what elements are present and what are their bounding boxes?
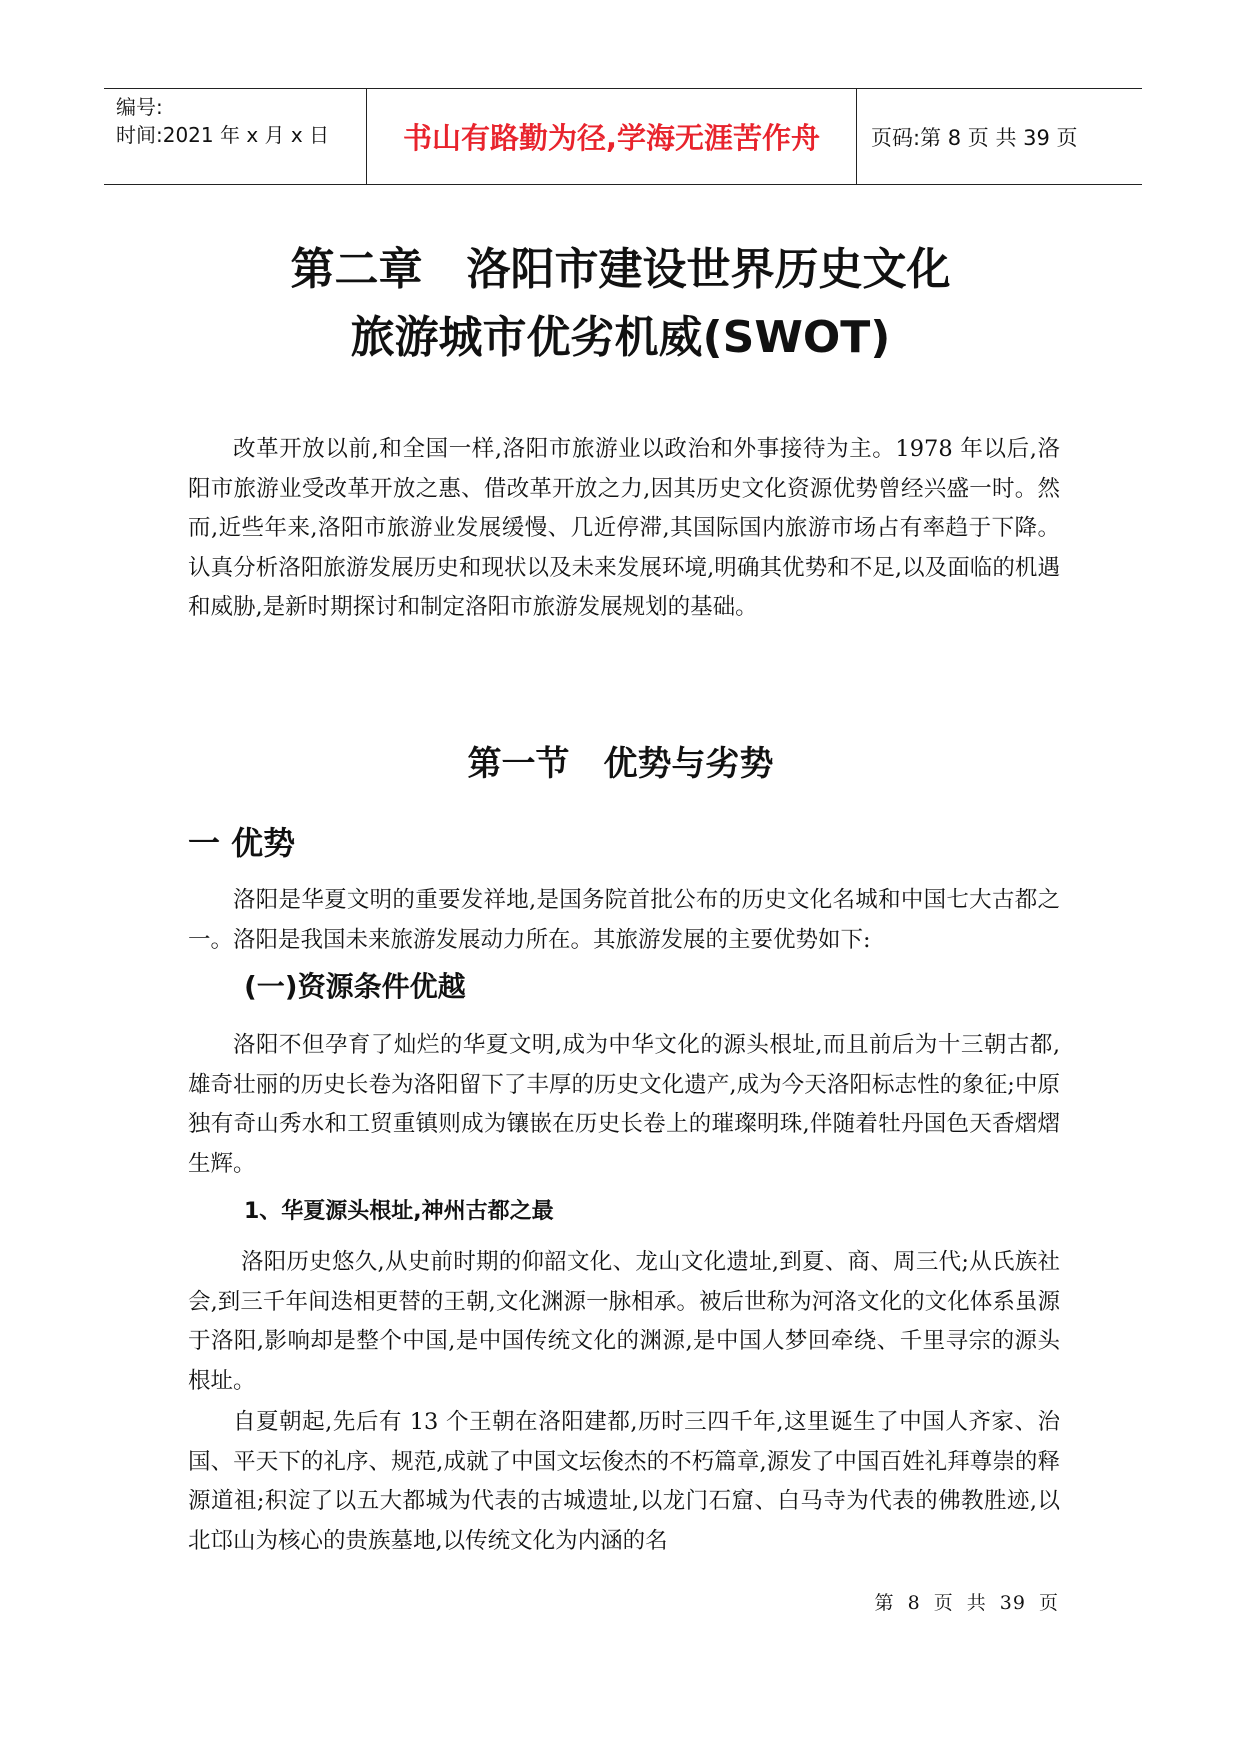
history-paragraph: 洛阳历史悠久,从史前时期的仰韶文化、龙山文化遗址,到夏、商、周三代;从氏族社会,到三千年间迭相更替的王朝,文化渊源一脉相承。被后世称为河洛文化的文化体系虽源于洛阳,影响却是整个中国,是中国传统文化的渊源,是中国人梦回牵绕、千里寻宗的源头根址。 <box>188 1249 1060 1394</box>
header-meta <box>104 89 367 184</box>
document-time-label: 时间:2021 年 x 月 x 日 <box>116 123 330 147</box>
page-header <box>104 88 1142 185</box>
header-page-code: 页码:第 8 页 共 39 页 <box>871 125 1078 150</box>
page-footer: 第 8 页 共 39 页 <box>874 1592 1059 1614</box>
advantage-heading: 一 优势 <box>188 824 296 862</box>
resources-paragraph: 洛阳不但孕育了灿烂的华夏文明,成为中华文化的源头根址,而且前后为十三朝古都,雄奇壮丽的历史长卷为洛阳留下了丰厚的历史文化遗产,成为今天洛阳标志性的象征;中原独有奇山秀水和工贸重镇则成为镶嵌在历史长卷上的璀璨明珠,伴随着牡丹国色天香熠熠生辉。 <box>188 1032 1061 1177</box>
section-title: 第一节 优势与劣势 <box>467 744 774 784</box>
header-motto: 书山有路勤为径,学海无涯苦作舟 <box>367 89 857 184</box>
resources-heading: (一)资源条件优越 <box>244 970 466 1003</box>
dynasties-paragraph: 自夏朝起,先后有 13 个王朝在洛阳建都,历时三四千年,这里诞生了中国人齐家、治国、平天下的礼序、规范,成就了中国文坛俊杰的不朽篇章,源发了中国百姓礼拜尊崇的释源道祖;积淀了以五大都城为代表的古城遗址,以龙门石窟、白马寺为代表的佛教胜迹,以北邙山为核心的贵族墓地,以传统文化为内涵的名 <box>188 1409 1060 1554</box>
intro-paragraph: 改革开放以前,和全国一样,洛阳市旅游业以政治和外事接待为主。1978 年以后,洛阳市旅游业受改革开放之惠、借改革开放之力,因其历史文化资源优势曾经兴盛一时。然而,近些年来,洛阳市旅游业发展缓慢、几近停滞,其国际国内旅游市场占有率趋于下降。认真分析洛阳旅游发展历史和现状以及未来发展环境,明确其优势和不足,以及面临的机遇和威胁,是新时期探讨和制定洛阳市旅游发展规划的基础。 <box>188 436 1060 620</box>
document-number-label: 编号: <box>116 95 163 119</box>
advantage-paragraph: 洛阳是华夏文明的重要发祥地,是国务院首批公布的历史文化名城和中国七大古都之一。洛阳是我国未来旅游发展动力所在。其旅游发展的主要优势如下: <box>188 887 1060 953</box>
chapter-title-line1: 第二章 洛阳市建设世界历史文化 <box>290 244 951 295</box>
subsection-heading: 1、华夏源头根址,神州古都之最 <box>244 1199 554 1224</box>
chapter-title-line2: 旅游城市优劣机威(SWOT) <box>350 312 891 363</box>
